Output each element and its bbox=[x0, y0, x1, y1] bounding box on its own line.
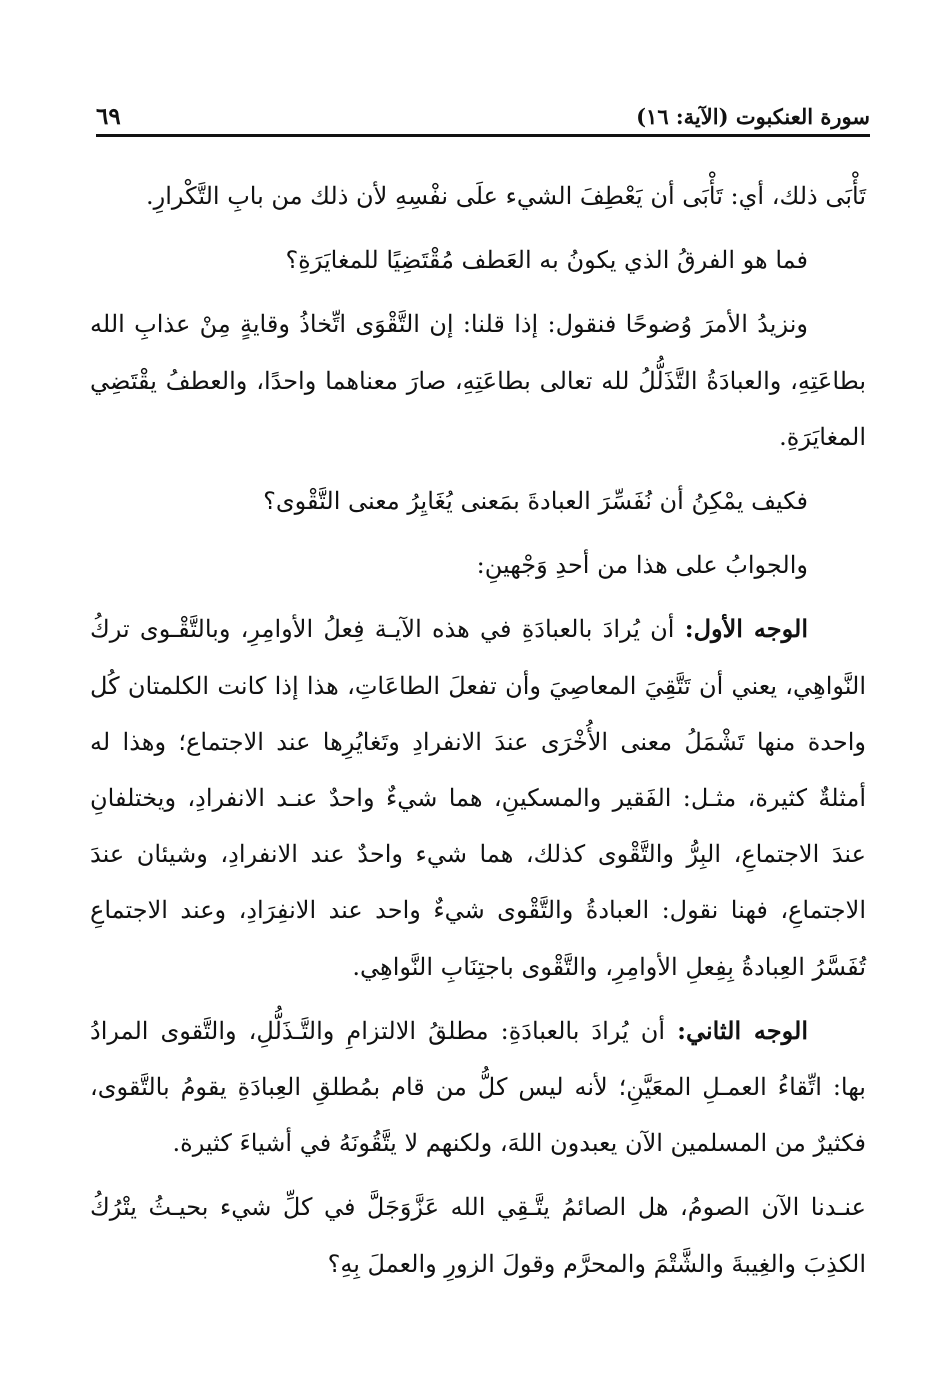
page-header bbox=[96, 96, 870, 132]
paragraph-label: الوجه الثاني: bbox=[677, 1015, 808, 1045]
paragraph bbox=[90, 296, 866, 465]
paragraph bbox=[90, 537, 866, 593]
paragraph-text: ونزيدُ الأمرَ وُضوحًا فنقول: إذا قلنا: إن التَّقْوَى اتِّخاذُ وقايةٍ مِنْ عذابِ الله بطاعَتِهِ، والعبادَةُ التَّذَلُّلُ لله تعالى بطاعَتِهِ، صارَ معناهما واحدًا، والعطفُ يقْتَضِي المغايَرَةِ. bbox=[90, 310, 866, 451]
paragraph bbox=[90, 1179, 866, 1291]
header-rule bbox=[96, 134, 870, 137]
paragraph bbox=[90, 232, 866, 288]
paragraph bbox=[90, 168, 866, 224]
page-number: ٦٩ bbox=[96, 103, 121, 130]
paragraph-label: الوجه الأول: bbox=[684, 614, 808, 644]
page-body bbox=[90, 168, 866, 1300]
header-title: سورة العنكبوت (الآية: ١٦) bbox=[636, 104, 870, 129]
paragraph bbox=[90, 601, 866, 994]
paragraph-text: أن يُرادَ بالعبادَةِ في هذه الآيـة فِعلُ الأوامِرِ، وبالتَّقْـوى تركُ النَّواهِي، يعني أن تَتَّقِيَ المعاصِيَ وأن تفعلَ الطاعَاتِ، هذا إذا كانت الكلمتان كُل واحدة منها تَشْمَلُ معنى الأُخْرَى عندَ الانفرادِ وتَغايُرِها عند الاجتماع؛ وهذا له أمثلةٌ كثيرة، مثـل: الفَقير والمسكينِ، هما شيءٌ واحدٌ عنـد الانفرادِ، ويختلفانِ عندَ الاجتماعِ، البِرُّ والتَّقْوى كذلك، هما شيء واحدٌ عند الانفرادِ، وشيئان عندَ الاجتماعِ، فهنا نقول: العبادةُ والتَّقْوى شيءٌ واحد عند الانفِرَادِ، وعند الاجتماعِ تُفَسَّرُ العِبادةُ بِفِعلِ الأوامِرِ، والتَّقْوى باجتِنَابِ النَّواهِي. bbox=[90, 615, 866, 981]
paragraph-text: فما هو الفرقُ الذي يكونُ به العَطف مُقْتَضِيًا للمغايَرَةِ؟ bbox=[285, 246, 808, 275]
paragraph-text: أن يُرادَ بالعبادَةِ: مطلقُ الالتزامِ والتَّـذَلُّلِ، والتَّقوى المرادُ بها: اتِّقاءُ العمـلِ المعَيَّنِ؛ لأنه ليس كلُّ من قام بمُطلقِ العِبادَةِ يقومُ بالتَّقوى، فكثيرٌ من المسلمين الآن يعبدون اللهَ، ولكنهم لا يتَّقُونَهُ في أشياءَ كثيرة. bbox=[90, 1016, 866, 1158]
paragraph-text: والجوابُ على هذا من أحدِ وَجْهينِ: bbox=[476, 551, 808, 580]
paragraph-text: فكيف يمْكِنُ أن نُفَسِّرَ العبادةَ بمَعنى يُغَايِرُ معنى التَّقْوى؟ bbox=[263, 487, 808, 516]
paragraph bbox=[90, 1003, 866, 1172]
paragraph bbox=[90, 473, 866, 529]
paragraph-text: تَأْبَى ذلك، أي: تَأْبَى أن يَعْطِفَ الشيء علَى نفْسِهِ لأن ذلك من بابِ التَّكْرارِ. bbox=[145, 182, 866, 210]
paragraph-text: عنـدنا الآن الصومُ، هل الصائمُ يتَّـقِي الله عَزَّوَجَلَّ في كلِّ شيء بحيـثُ يتْرُكُ الكذِبَ والغِيبةَ والشَّتْمَ والمحرَّم وقولَ الزورِ والعملَ بِهِ؟ bbox=[90, 1193, 866, 1278]
